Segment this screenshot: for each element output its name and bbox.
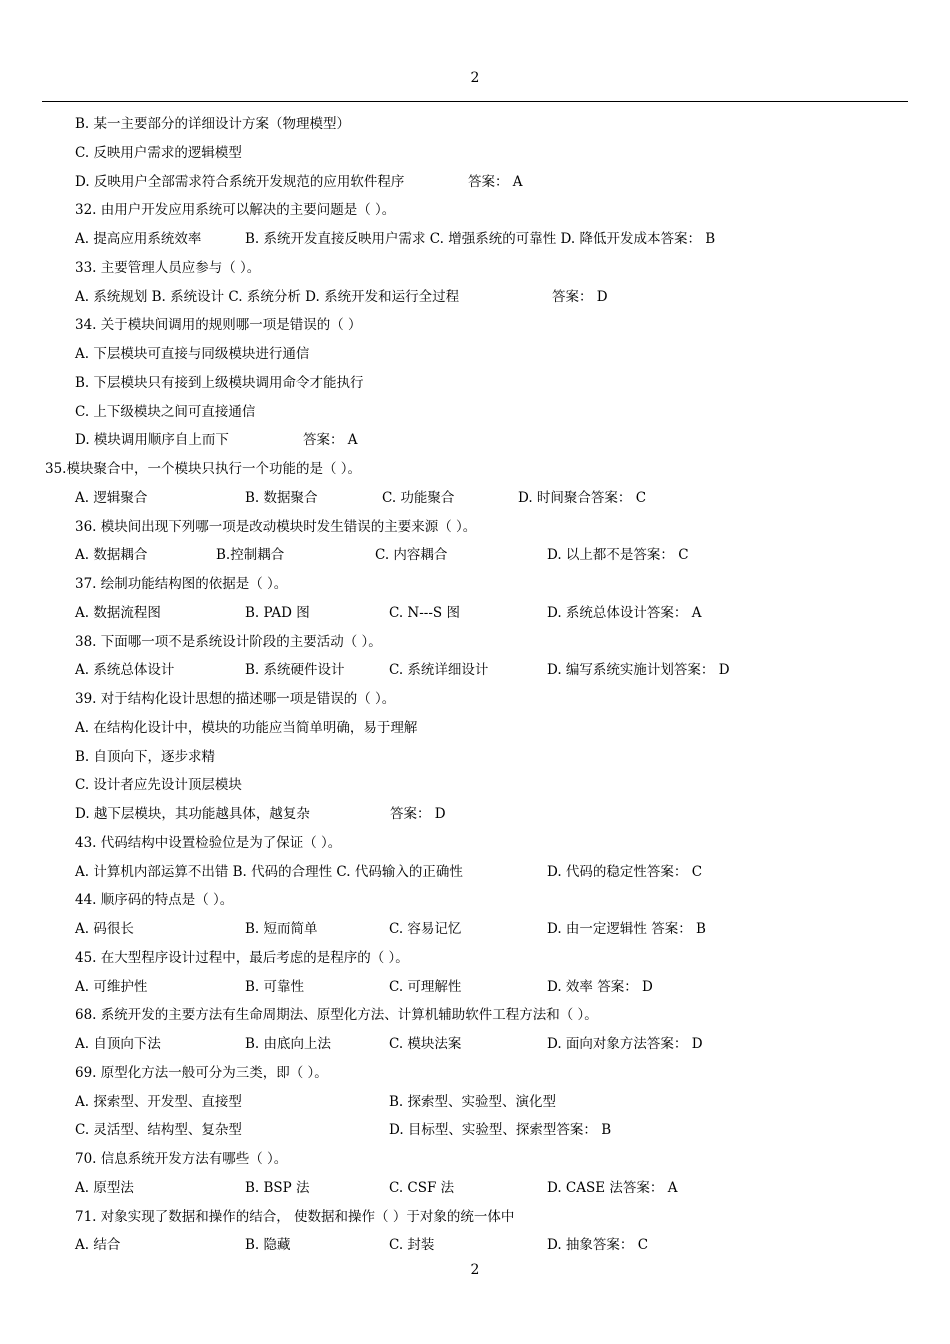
- text-segment: C. CSF 法: [389, 1179, 455, 1196]
- text-segment: C. 设计者应先设计顶层模块: [75, 777, 242, 794]
- text-segment: A. 原型法: [75, 1179, 134, 1196]
- text-segment: 34. 关于模块间调用的规则哪一项是错误的（ ）: [75, 317, 362, 334]
- text-segment: A. 下层模块可直接与同级模块进行通信: [75, 346, 310, 362]
- text-segment: D. 目标型、实验型、探索型答案： B: [389, 1122, 612, 1139]
- text-segment: 36. 模块间出现下列哪一项是改动模块时发生错误的主要来源（ ）。: [75, 518, 477, 535]
- text-segment: 71. 对象实现了数据和操作的结合， 使数据和操作（ ）于对象的统一体中: [75, 1208, 515, 1225]
- header-rule: [42, 101, 908, 102]
- text-segment: D. 由一定逻辑性 答案： B: [547, 921, 706, 937]
- text-segment: 45. 在大型程序设计过程中，最后考虑的是程序的（ ）。: [75, 949, 409, 966]
- text-segment: 答案： A: [303, 432, 358, 449]
- text-segment: 44. 顺序码的特点是（ ）。: [75, 892, 234, 909]
- text-segment: D. 代码的稳定性答案： C: [547, 863, 703, 880]
- text-segment: B. 下层模块只有接到上级模块调用命令才能执行: [75, 374, 364, 391]
- text-segment: C. 灵活型、结构型、复杂型: [75, 1122, 242, 1139]
- text-segment: C. 反映用户需求的逻辑模型: [75, 144, 242, 161]
- text-segment: 43. 代码结构中设置检验位是为了保证（ ）。: [75, 834, 342, 851]
- text-segment: C. N---S 图: [389, 604, 460, 621]
- text-segment: D. 效率 答案： D: [547, 978, 653, 995]
- text-segment: B. 系统硬件设计: [245, 662, 345, 679]
- text-segment: A. 提高应用系统效率: [75, 231, 202, 247]
- text-segment: 68. 系统开发的主要方法有生命周期法、原型化方法、计算机辅助软件工程方法和（ ）。: [75, 1007, 598, 1024]
- text-segment: D. 面向对象方法答案： D: [547, 1036, 703, 1052]
- text-segment: A. 数据耦合: [75, 547, 148, 564]
- text-segment: C. 功能聚合: [382, 489, 455, 506]
- text-segment: D. 以上都不是答案： C: [547, 547, 689, 564]
- text-segment: 69. 原型化方法一般可分为三类，即（ ）。: [75, 1064, 328, 1081]
- text-segment: C. 系统详细设计: [389, 662, 489, 679]
- text-segment: B. 探索型、实验型、演化型: [389, 1093, 557, 1110]
- text-segment: A. 系统规划 B. 系统设计 C. 系统分析 D. 系统开发和运行全过程: [75, 288, 460, 305]
- text-segment: B. 由底向上法: [245, 1036, 332, 1052]
- page-number-bottom: 2: [470, 1262, 480, 1278]
- text-segment: 39. 对于结构化设计思想的描述哪一项是错误的（ ）。: [75, 691, 396, 707]
- text-segment: B. 数据聚合: [245, 489, 318, 506]
- text-segment: 答案： D: [552, 288, 608, 305]
- text-segment: D. 编写系统实施计划答案： D: [547, 662, 730, 679]
- text-segment: C. 内容耦合: [375, 547, 448, 564]
- text-segment: B. 可靠性: [245, 978, 305, 995]
- text-segment: D. 模块调用顺序自上而下: [75, 432, 229, 449]
- text-segment: D. 越下层模块，其功能越具体，越复杂: [75, 806, 310, 822]
- text-segment: D. 时间聚合答案： C: [518, 489, 647, 506]
- text-segment: 答案： D: [390, 806, 446, 822]
- text-segment: C. 模块法案: [389, 1036, 462, 1052]
- text-segment: C. 上下级模块之间可直接通信: [75, 403, 256, 420]
- text-segment: D. 抽象答案： C: [547, 1237, 649, 1254]
- text-segment: A. 在结构化设计中，模块的功能应当简单明确，易于理解: [75, 719, 418, 736]
- text-segment: 37. 绘制功能结构图的依据是（ ）。: [75, 576, 288, 592]
- text-segment: B. 系统开发直接反映用户需求 C. 增强系统的可靠性 D. 降低开发成本答案： B: [245, 231, 716, 247]
- text-segment: A. 码很长: [75, 921, 134, 937]
- text-segment: A. 探索型、开发型、直接型: [75, 1093, 242, 1110]
- text-segment: C. 可理解性: [389, 978, 462, 995]
- text-segment: B. BSP 法: [245, 1179, 310, 1196]
- text-segment: D. 反映用户全部需求符合系统开发规范的应用软件程序: [75, 173, 405, 190]
- text-segment: A. 数据流程图: [75, 604, 161, 621]
- text-segment: C. 容易记忆: [389, 921, 462, 937]
- text-segment: A. 计算机内部运算不出错 B. 代码的合理性 C. 代码输入的正确性: [75, 863, 463, 880]
- text-segment: B. 某一主要部分的详细设计方案（物理模型）: [75, 116, 351, 132]
- text-segment: 35.模块聚合中，一个模块只执行一个功能的是（ ）。: [45, 461, 362, 477]
- page-number-top: 2: [470, 70, 480, 86]
- text-segment: 答案： A: [468, 173, 523, 190]
- text-segment: 38. 下面哪一项不是系统设计阶段的主要活动（ ）。: [75, 633, 382, 650]
- text-segment: A. 可维护性: [75, 978, 148, 995]
- text-segment: C. 封装: [389, 1237, 435, 1254]
- text-segment: A. 逻辑聚合: [75, 489, 148, 506]
- text-segment: 70. 信息系统开发方法有哪些（ ）。: [75, 1151, 288, 1167]
- text-segment: A. 系统总体设计: [75, 662, 175, 679]
- text-segment: B. 自顶向下，逐步求精: [75, 748, 216, 765]
- text-segment: A. 自顶向下法: [75, 1036, 161, 1052]
- text-segment: D. CASE 法答案： A: [547, 1179, 678, 1196]
- text-segment: B. 隐藏: [245, 1237, 291, 1254]
- text-segment: B. 短而简单: [245, 921, 318, 937]
- text-segment: D. 系统总体设计答案： A: [547, 604, 702, 621]
- text-segment: B. PAD 图: [245, 604, 310, 621]
- text-segment: B.控制耦合: [216, 547, 285, 564]
- text-segment: 33. 主要管理人员应参与（ ）。: [75, 259, 261, 276]
- text-segment: 32. 由用户开发应用系统可以解决的主要问题是（ ）。: [75, 202, 396, 219]
- text-segment: A. 结合: [75, 1237, 121, 1254]
